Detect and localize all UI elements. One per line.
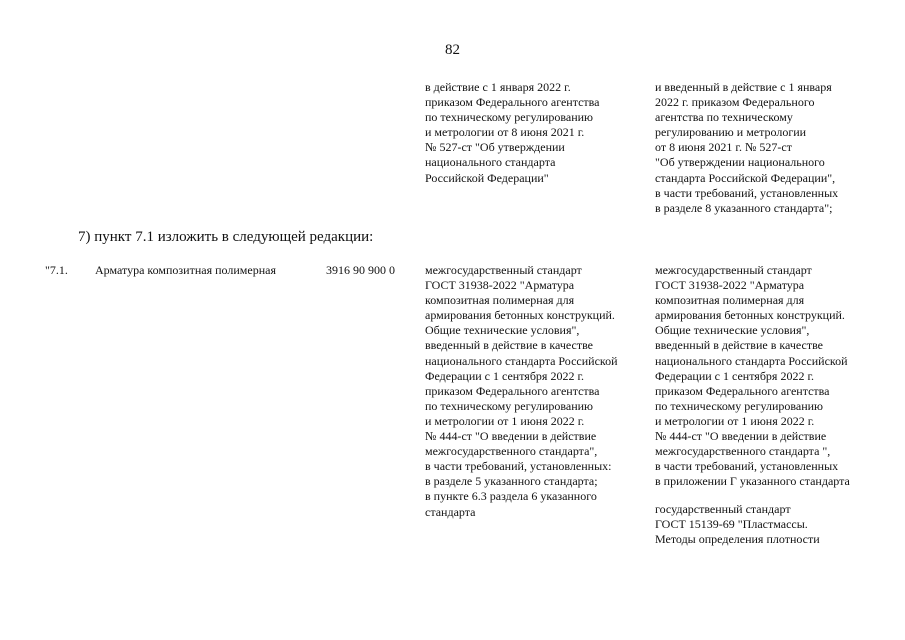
row-col4-text-part2: государственный стандарт ГОСТ 15139-69 "Пластмассы. Методы определения плотности bbox=[655, 502, 820, 547]
top-col3-text: в действие с 1 января 2022 г. приказом Федерального агентства по техническому регулированию и метрологии от 8 июня 2021 г. № 527-ст "Об утверждении национального стандарта Российской Федерации" bbox=[425, 80, 600, 185]
page-number: 82 bbox=[445, 42, 460, 58]
row-col3-text: межгосударственный стандарт ГОСТ 31938-2022 "Арматура композитная полимерная для армирования бетонных конструкций. Общие технические условия", введенный в действие в качестве национального стандарта Российской Федерации с 1 сентября 2022 г. приказом Федерального агентства по техническому регулированию и метрологии от 1 июня 2022 г. № 444-ст "О введении в действие межгосударственного стандарта", в части требований, установленных: в разделе 5 указанного стандарта; в пункте 6.3 раздела 6 указанного стандарта bbox=[425, 263, 618, 519]
row-number: "7.1. bbox=[45, 263, 68, 277]
top-col4-text: и введенный в действие с 1 января 2022 г. приказом Федерального агентства по техническому регулированию и метрологии от 8 июня 2021 г. № 527-ст "Об утверждении национального стандарта Российской Федерации", в части требований, установленных в разделе 8 указанного стандарта"; bbox=[655, 80, 839, 215]
row-col4-text-part1: межгосударственный стандарт ГОСТ 31938-2022 "Арматура композитная полимерная для армирования бетонных конструкций. Общие технические условия", введенный в действие в качестве национального стандарта Российской Федерации с 1 сентября 2022 г. приказом Федерального агентства по техническому регулированию и метрологии от 1 июня 2022 г. № 444-ст "О введении в действие межгосударственного стандарта ", в части требований, установленных в приложении Г указанного стандарта bbox=[655, 263, 850, 489]
amendment-instruction: 7) пункт 7.1 изложить в следующей редакции: bbox=[78, 229, 374, 245]
product-code: 3916 90 900 0 bbox=[326, 263, 395, 277]
product-name: Арматура композитная полимерная bbox=[95, 263, 276, 277]
